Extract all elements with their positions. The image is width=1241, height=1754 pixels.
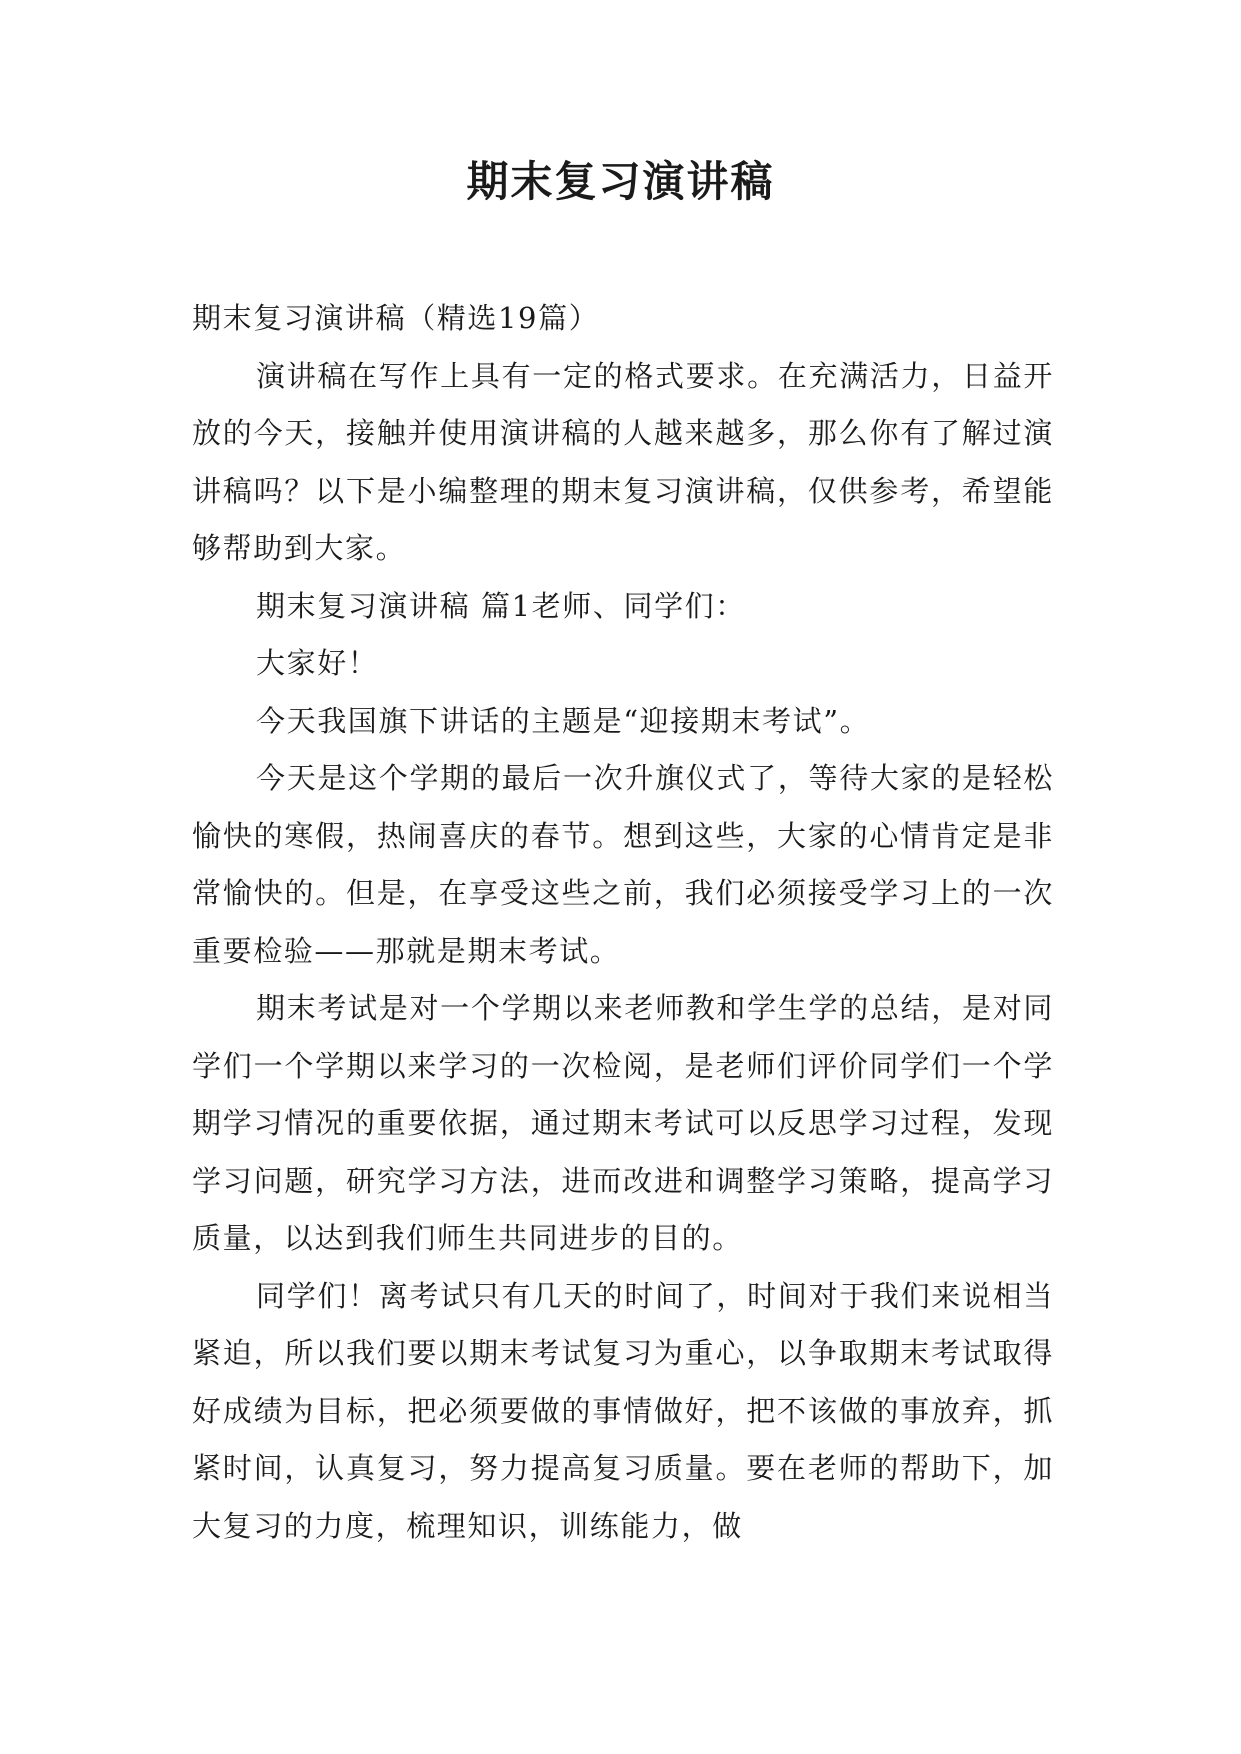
body-paragraph: 今天是这个学期的最后一次升旗仪式了，等待大家的是轻松愉快的寒假，热闹喜庆的春节。想到这些，大家的心情肯定是非常愉快的。但是，在享受这些之前，我们必须接受学习上的一次重要检验——那就是期末考试。 <box>192 761 1054 968</box>
document-title: 期末复习演讲稿 <box>466 157 775 206</box>
intro-paragraph: 演讲稿在写作上具有一定的格式要求。在充满活力，日益开放的今天，接触并使用演讲稿的人越来越多，那么你有了解过演讲稿吗？以下是小编整理的期末复习演讲稿，仅供参考，希望能够帮助到大家。 <box>192 358 1054 565</box>
topic-paragraph: 今天我国旗下讲话的主题是“迎接期末考试”。 <box>256 703 871 738</box>
greeting-paragraph: 大家好！ <box>256 646 379 680</box>
body-paragraph: 同学们！离考试只有几天的时间了，时间对于我们来说相当紧迫，所以我们要以期末考试复习为重心，以争取期末考试取得好成绩为目标，把必须要做的事情做好，把不该做的事放弃，抓紧时间，认真复习，努力提高复习质量。要在老师的帮助下，加大复习的力度，梳理知识，训练能力，做 <box>192 1278 1054 1543</box>
body-paragraph: 期末考试是对一个学期以来老师教和学生学的总结，是对同学们一个学期以来学习的一次检阅，是老师们评价同学们一个学期学习情况的重要依据，通过期末考试可以反思学习过程，发现学习问题，研究学习方法，进而改进和调整学习策略，提高学习质量，以达到我们师生共同进步的目的。 <box>192 991 1054 1255</box>
document-body <box>192 290 1054 1555</box>
section-heading-paragraph: 期末复习演讲稿 篇1老师、同学们： <box>256 588 746 623</box>
subtitle-paragraph: 期末复习演讲稿（精选19篇） <box>192 301 600 335</box>
